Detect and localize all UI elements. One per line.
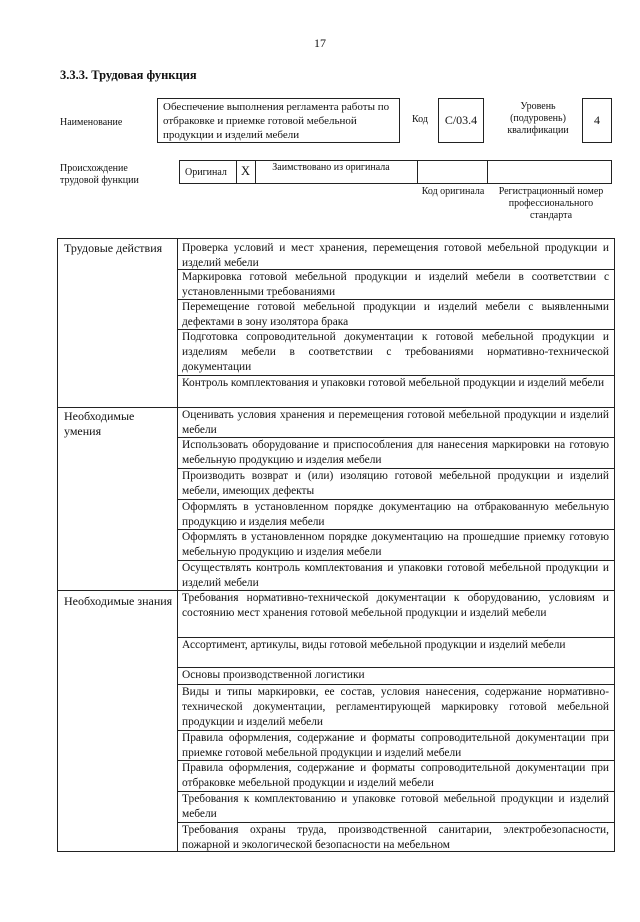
name-label: Наименование <box>60 117 123 128</box>
borrowed-label: Заимствовано из оригинала <box>272 162 390 173</box>
original-label: Оригинал <box>185 167 227 178</box>
table-row: Требования к комплектованию и упаковке готовой мебельной продукции и изделий мебели <box>182 793 609 820</box>
origin-borrowed-cell <box>256 161 418 183</box>
table-row: Требования охраны труда, производственной санитарии, электробезопасности, пожарной и экологической безопасности на мебельном <box>182 824 609 851</box>
table-row: Перемещение готовой мебельной продукции и изделий мебели с выявленными дефектами в зону изолятора брака <box>182 301 609 328</box>
origin-original-cell <box>180 161 237 183</box>
table-row: Подготовка сопроводительной документации к готовой мебельной продукции и изделиям мебели в соответствии с требованиями нормативно-технической документации <box>182 331 609 373</box>
origin-table <box>179 160 612 184</box>
table-row: Правила оформления, содержание и форматы сопроводительной документации при отбраковке мебельной продукции и изделий мебели <box>182 762 609 789</box>
table-row: Контроль комплектования и упаковки готовой мебельной продукции и изделий мебели <box>182 377 605 389</box>
table-row: Оценивать условия хранения и перемещения готовой мебельной продукции и изделий мебели <box>182 409 609 436</box>
table-row: Использовать оборудование и приспособления для нанесения маркировки на готовую мебельную продукцию и изделия мебели <box>182 439 609 466</box>
table-row: Производить возврат и (или) изоляцию готовой мебельной продукции и изделий мебели, имеющих дефекты <box>182 470 609 497</box>
section-label-skills: Необходимые умения <box>64 409 135 438</box>
page-number: 17 <box>314 36 326 50</box>
code-value-box: С/03.4 <box>438 98 484 143</box>
reg-number-label: Регистрационный номер профессионального стандарта <box>498 186 604 221</box>
code-label: Код <box>412 114 428 125</box>
table-row: Оформлять в установленном порядке документацию на прошедшие приемку готовую мебельную продукцию и изделия мебели <box>182 531 609 558</box>
origin-label: Происхождение трудовой функции <box>60 163 139 186</box>
section-label-actions: Трудовые действия <box>64 241 163 255</box>
function-details-table <box>57 238 615 852</box>
table-row: Требования нормативно-технической документации к оборудованию, условиям и состоянию мест хранения готовой мебельной продукции и изделий мебели <box>182 592 609 619</box>
function-name-box: Обеспечение выполнения регламента работы по отбраковке и приемке готовой мебельной продукции и изделий мебели <box>157 98 400 143</box>
table-row: Оформлять в установленном порядке документацию на отбракованную мебельную продукцию и изделия мебели <box>182 501 609 528</box>
section-label-knowledge: Необходимые знания <box>64 594 173 608</box>
table-row: Проверка условий и мест хранения, перемещения готовой мебельной продукции и изделий мебели <box>182 242 609 269</box>
code-original-label: Код оригинала <box>421 186 485 197</box>
origin-code-cell <box>418 161 488 183</box>
table-row: Осуществлять контроль комплектования и упаковки готовой мебельной продукции и изделий мебели <box>182 562 609 589</box>
origin-mark-cell <box>237 161 256 183</box>
qualification-level-box: 4 <box>582 98 612 143</box>
table-row: Правила оформления, содержание и форматы сопроводительной документации при приемке готовой мебельной продукции и изделий мебели <box>182 732 609 759</box>
table-row: Маркировка готовой мебельной продукции и изделий мебели в соответствии с установленными требованиями <box>182 271 609 298</box>
table-row: Ассортимент, артикулы, виды готовой мебельной продукции и изделий мебели <box>182 639 566 651</box>
qualification-level-label: Уровень (подуровень) квалификации <box>507 101 569 136</box>
table-row: Основы производственной логистики <box>182 669 365 681</box>
table-row: Виды и типы маркировки, ее состав, условия нанесения, содержание нормативно-технической документации, регламентирующей маркировку готовой мебельной продукции и изделий мебели <box>182 686 609 728</box>
section-heading: 3.3.3. Трудовая функция <box>60 68 197 82</box>
original-mark: X <box>241 164 251 178</box>
